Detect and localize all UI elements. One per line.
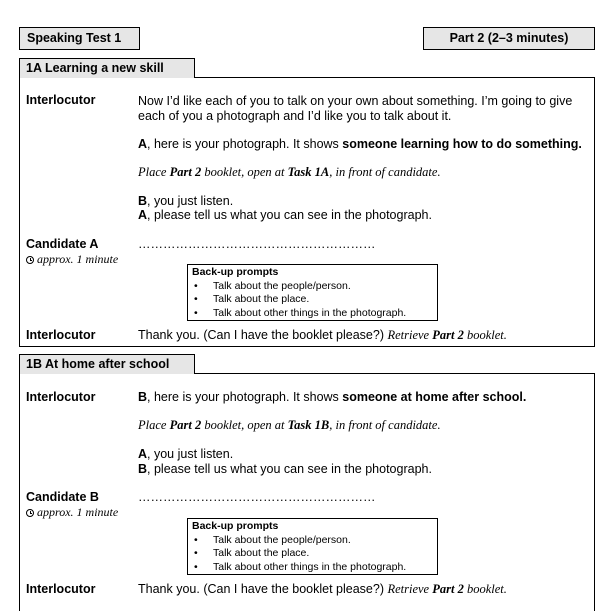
examiner-instruction: Place Part 2 booklet, open at Task 1A, in front of candidate. [138, 165, 441, 179]
backup-prompt-item: • Talk about other things in the photograph. [192, 307, 433, 321]
backup-prompts-title: Back-up prompts [192, 520, 279, 532]
interlocutor-label: Interlocutor [26, 93, 96, 107]
section-1b-title: 1B At home after school [19, 354, 195, 374]
photo-instruction: B, here is your photograph. It shows someone at home after school. [138, 390, 527, 404]
listen-instruction: B, you just listen. [138, 194, 234, 208]
backup-prompt-item: • Talk about other things in the photograph. [192, 561, 433, 575]
test-label: Speaking Test 1 [19, 27, 140, 50]
closing-text: Thank you. (Can I have the booklet please?) Retrieve Part 2 booklet. [138, 328, 507, 342]
backup-prompt-item: • Talk about the place. [192, 293, 433, 307]
tell-instruction: A, please tell us what you can see in the photograph. [138, 208, 432, 222]
candidate-label: Candidate A [26, 237, 99, 251]
listen-instruction: A, you just listen. [138, 447, 234, 461]
backup-prompt-item: • Talk about the people/person. [192, 534, 433, 548]
interlocutor-label: Interlocutor [26, 390, 96, 404]
backup-prompt-item: • Talk about the place. [192, 547, 433, 561]
part-label: Part 2 (2–3 minutes) [423, 27, 595, 50]
backup-prompt-item: • Talk about the people/person. [192, 280, 433, 294]
clock-icon [26, 509, 34, 517]
backup-prompts-box [187, 264, 438, 321]
candidate-label: Candidate B [26, 490, 99, 504]
closing-interlocutor-label: Interlocutor [26, 582, 96, 596]
backup-prompts-title: Back-up prompts [192, 266, 279, 278]
closing-text: Thank you. (Can I have the booklet please?) Retrieve Part 2 booklet. [138, 582, 507, 596]
intro-text: Now I’d like each of you to talk on your own about something. I’m going to give each of you a photograph and I’d like you to talk about it. [138, 94, 573, 123]
closing-interlocutor-label: Interlocutor [26, 328, 96, 342]
approx-time: approx. 1 minute [26, 252, 118, 267]
clock-icon [26, 256, 34, 264]
approx-time: approx. 1 minute [26, 505, 118, 520]
response-dots: ………………………………………………… [138, 237, 376, 251]
examiner-instruction: Place Part 2 booklet, open at Task 1B, in front of candidate. [138, 418, 441, 432]
section-1a-title: 1A Learning a new skill [19, 58, 195, 78]
photo-instruction: A, here is your photograph. It shows someone learning how to do something. [138, 137, 582, 151]
backup-prompts-box [187, 518, 438, 575]
response-dots: ………………………………………………… [138, 490, 376, 504]
tell-instruction: B, please tell us what you can see in the photograph. [138, 462, 432, 476]
